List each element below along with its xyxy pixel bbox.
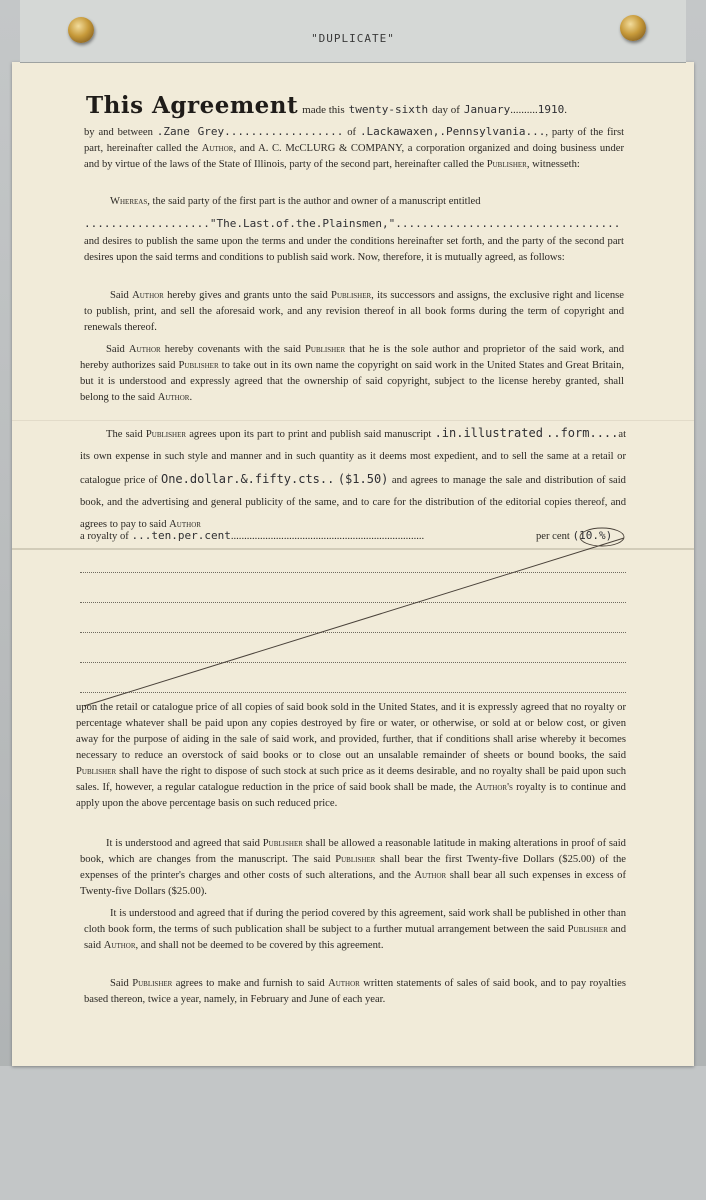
text: and desires to publish the same upon the terms and under the conditions hereinafter set forth, and the party of the second part desires upon the said terms and conditions to publish said work. Now, therefore, it is mutually agreed, as follows:	[84, 236, 624, 263]
date-mid: day of	[432, 104, 460, 116]
text: , and shall not be deemed to be covered by this agreement.	[135, 940, 384, 951]
text: Publisher	[76, 766, 117, 777]
text: .	[189, 392, 193, 403]
text: Author	[169, 519, 201, 530]
statements-paragraph	[84, 976, 626, 1008]
text: Publisher	[331, 290, 372, 301]
text: of	[347, 127, 357, 138]
text: Author	[132, 290, 164, 301]
retail-paragraph	[76, 700, 626, 812]
text: Author	[414, 870, 447, 881]
text: Publisher	[486, 159, 527, 170]
text: It is understood and agreed that said	[106, 838, 260, 849]
book-form-cont: ..form....	[546, 426, 619, 440]
text: hereby covenants with the said	[164, 344, 301, 355]
text: Author	[328, 978, 360, 989]
agreement-day: twenty-sixth	[348, 103, 429, 116]
retail-price-number: ($1.50)	[337, 472, 389, 486]
author-place: .Lackawaxen,.Pennsylvania...	[359, 125, 546, 138]
text: Author	[128, 344, 161, 355]
text: Publisher	[335, 854, 376, 865]
text: , the said party of the first part is the author and owner of a manuscript entitled	[147, 196, 481, 207]
text: .........................................................................	[230, 531, 425, 542]
text: Author	[201, 143, 234, 154]
text: to take out in its own name the copyright on said work in the United States and Great Britain, but it is understood and expressly agreed that the ownership of said copyright, subject to the license hereby granted, shall belong to the said	[80, 360, 625, 403]
duplicate-label: "DUPLICATE"	[311, 32, 395, 45]
text: at its own expense in such style and manner and in such quantity as it deems most expedient, and to sell the same at a retail or catalogue price of	[80, 429, 627, 486]
manuscript-title: ..................."The.Last.of.the.Plainsmen,"..................................	[84, 217, 621, 230]
text: The said	[106, 429, 143, 440]
text: Publisher	[132, 978, 173, 989]
text: Author	[103, 940, 136, 951]
text: Publisher	[567, 924, 608, 935]
text: shall bear the first Twenty-five Dollars ($25.00) of the expenses of the printer's charges and other costs of such alterations, and the	[80, 854, 626, 881]
text: that he is the sole author and proprietor of the said work, and hereby authorizes said	[80, 344, 625, 371]
text: upon the retail or catalogue price of all copies of said book sold in the United States, and it is expressly agreed that no royalty or percentage whatever shall be paid upon any copies destroyed by fire or water, or otherwise, or sold at or below cost, or given away for the purpose of aiding in the sale of said work, and provided, further, that if conditions shall arise whereby it becomes necessary to reduce an overstock of said books or to close out an unsalable remainder of sheets or bound books, the said	[76, 702, 626, 761]
text: , party of the first part, hereinafter called the	[84, 127, 625, 154]
date-end: .	[564, 104, 568, 116]
agreement-year: 1910	[537, 103, 565, 116]
text: written statements of sales of said book, and to pay royalties based thereon, twice a year, namely, in February and June of each year.	[84, 978, 626, 1005]
date-prefix: made this	[302, 104, 345, 116]
text: a royalty of	[80, 531, 129, 542]
text: , its successors and assigns, the exclusive right and license to publish, print, and sell the aforesaid work, and any revision thereof in all book forms during the term of copyright and renewals thereof.	[84, 290, 624, 333]
text: royalty is to continue and apply upon the above percentage basis on such reduced price.	[76, 782, 626, 809]
book-form: .in.illustrated	[434, 426, 543, 440]
date-dots: ..........	[510, 104, 538, 116]
text: by and between	[84, 127, 153, 138]
text: per cent	[536, 531, 570, 542]
text: shall bear all such expenses in excess of Twenty-five Dollars ($25.00).	[80, 870, 626, 897]
text: shall be allowed a reasonable latitude in making alterations in proof of said book, which are changes from the manuscript. The said	[80, 838, 626, 865]
text: It is understood and agreed that if during the period covered by this agreement, said work shall be published in other than cloth book form, the terms of such publication shall be subject to a further mutual arrangement between the said	[84, 908, 626, 935]
text: , witnesseth:	[526, 159, 580, 170]
text: shall have the right to dispose of such stock at such price as it deems desirable, and no royalty shall be paid upon such sales. If, however, a regular catalogue reduction in the price of said book shall be made, the	[76, 766, 626, 793]
text: Said	[110, 290, 129, 301]
text: Publisher	[178, 360, 219, 371]
author-name: .Zane Grey..................	[156, 125, 344, 138]
text: and agrees to manage the sale and distribution of said book, and the advertising and general publicity of the same, and to care for the distribution of the editorial copies thereof, and agrees to pay to said	[80, 475, 626, 530]
retail-price-words: One.dollar.&.fifty.cts..	[160, 472, 335, 486]
text: agrees upon its part to print and publish said manuscript	[189, 429, 432, 440]
text: Publisher	[262, 838, 303, 849]
text: Whereas	[110, 196, 148, 207]
royalty-rate-number: (10.%)	[572, 529, 613, 542]
text: Author's	[475, 782, 513, 793]
pen-circle-mark	[580, 528, 624, 546]
agreement-title: This Agreement	[86, 92, 299, 119]
cloth-form-paragraph	[84, 906, 626, 954]
pen-strike-stroke	[84, 538, 624, 706]
text: and said	[84, 924, 627, 951]
text: , and A. C. McCLURG & COMPANY, a corporation organized and doing business under and by virtue of the laws of the State of Illinois, party of the second part, hereinafter called the	[84, 143, 624, 170]
proof-paragraph	[80, 836, 626, 900]
agreement-month: January	[463, 103, 511, 116]
text: agrees to make and furnish to said	[175, 978, 325, 989]
text: hereby gives and grants unto the said	[167, 290, 328, 301]
text: Publisher	[145, 429, 187, 440]
text: Publisher	[305, 344, 346, 355]
royalty-rate-words: ...ten.per.cent	[131, 529, 231, 542]
text: Said	[106, 344, 125, 355]
text: Said	[110, 978, 129, 989]
text: Author	[157, 392, 190, 403]
